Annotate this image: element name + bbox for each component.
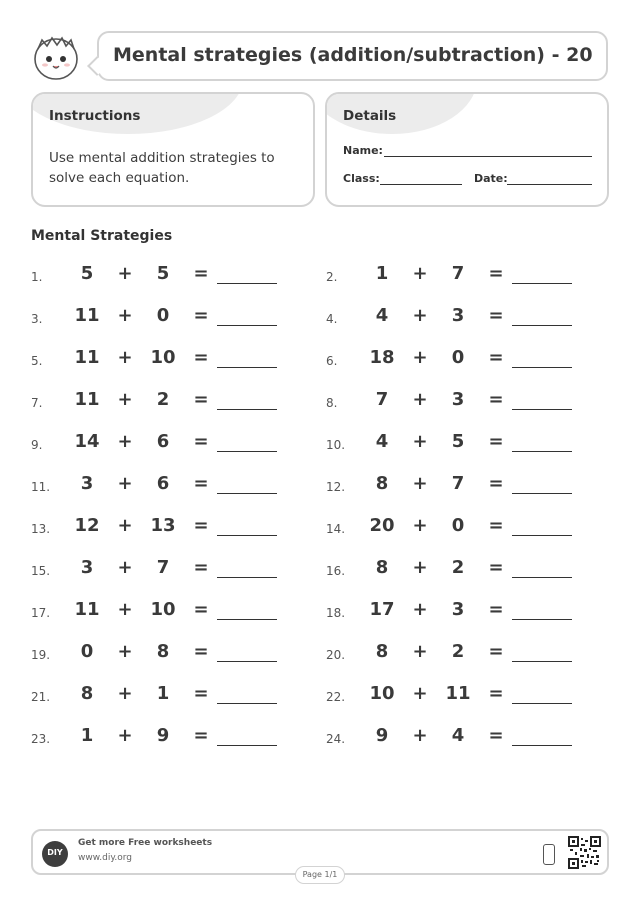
operator: + (412, 305, 428, 326)
equals-sign: = (488, 347, 504, 368)
problem-number: 4. (326, 312, 338, 326)
operator: + (412, 641, 428, 662)
operand-a: 11 (74, 389, 100, 410)
problem-number: 13. (31, 522, 51, 536)
qr-code-icon[interactable] (568, 836, 601, 869)
equals-sign: = (488, 431, 504, 452)
equals-sign: = (488, 599, 504, 620)
problem-number: 3. (31, 312, 43, 326)
operand-a: 4 (375, 431, 389, 452)
operand-b: 10 (150, 599, 176, 620)
operand-a: 3 (80, 557, 94, 578)
operand-b: 13 (150, 515, 176, 536)
instructions-text: Use mental addition strategies to solve each equation. (49, 150, 275, 186)
operator: + (117, 305, 133, 326)
equals-sign: = (488, 515, 504, 536)
logo-text: DIY (47, 848, 63, 857)
problem-number: 7. (31, 396, 43, 410)
operator: + (117, 263, 133, 284)
answer-blank[interactable] (512, 325, 572, 326)
operand-a: 11 (74, 599, 100, 620)
problem-number: 10. (326, 438, 346, 452)
equals-sign: = (193, 683, 209, 704)
operand-b: 4 (451, 725, 465, 746)
operator: + (117, 557, 133, 578)
diy-logo[interactable] (42, 841, 68, 867)
equals-sign: = (488, 389, 504, 410)
operator: + (117, 683, 133, 704)
operator: + (117, 599, 133, 620)
instructions-heading: Instructions (49, 108, 141, 124)
equals-sign: = (193, 473, 209, 494)
date-label: Date: (474, 172, 508, 185)
answer-blank[interactable] (217, 409, 277, 410)
operand-b: 0 (451, 347, 465, 368)
instructions-card (31, 92, 315, 207)
equals-sign: = (488, 305, 504, 326)
answer-blank[interactable] (512, 409, 572, 410)
equals-sign: = (488, 725, 504, 746)
operand-b: 11 (445, 683, 471, 704)
operand-b: 0 (451, 515, 465, 536)
equals-sign: = (193, 305, 209, 326)
answer-blank[interactable] (217, 619, 277, 620)
operand-a: 8 (375, 557, 389, 578)
problem-number: 9. (31, 438, 43, 452)
operand-b: 2 (451, 557, 465, 578)
operator: + (117, 473, 133, 494)
answer-blank[interactable] (512, 451, 572, 452)
answer-blank[interactable] (217, 745, 277, 746)
problem-number: 6. (326, 354, 338, 368)
answer-blank[interactable] (217, 283, 277, 284)
problem-number: 1. (31, 270, 43, 284)
operator: + (412, 263, 428, 284)
answer-blank[interactable] (512, 493, 572, 494)
answer-blank[interactable] (217, 367, 277, 368)
operand-a: 1 (375, 263, 389, 284)
operator: + (412, 557, 428, 578)
operand-a: 0 (80, 641, 94, 662)
equals-sign: = (488, 641, 504, 662)
equals-sign: = (488, 683, 504, 704)
operand-a: 1 (80, 725, 94, 746)
answer-blank[interactable] (217, 325, 277, 326)
name-field[interactable] (384, 156, 592, 157)
title-banner (97, 31, 608, 81)
answer-blank[interactable] (217, 577, 277, 578)
answer-blank[interactable] (512, 661, 572, 662)
answer-blank[interactable] (512, 745, 572, 746)
operator: + (117, 515, 133, 536)
problem-number: 20. (326, 648, 346, 662)
operand-b: 3 (451, 389, 465, 410)
operator: + (412, 389, 428, 410)
details-card (325, 92, 609, 207)
operand-a: 18 (369, 347, 395, 368)
equals-sign: = (193, 557, 209, 578)
operand-a: 3 (80, 473, 94, 494)
problem-number: 14. (326, 522, 346, 536)
equals-sign: = (193, 641, 209, 662)
operand-b: 2 (451, 641, 465, 662)
footer-promo-text: Get more Free worksheets (78, 838, 213, 848)
equals-sign: = (193, 725, 209, 746)
operator: + (117, 725, 133, 746)
answer-blank[interactable] (217, 451, 277, 452)
page-indicator: Page 1/1 (295, 866, 345, 884)
equals-sign: = (488, 473, 504, 494)
problem-number: 2. (326, 270, 338, 284)
answer-blank[interactable] (512, 535, 572, 536)
operand-a: 4 (375, 305, 389, 326)
operand-b: 6 (156, 431, 170, 452)
operand-b: 3 (451, 305, 465, 326)
operand-b: 0 (156, 305, 170, 326)
operand-b: 2 (156, 389, 170, 410)
operator: + (412, 473, 428, 494)
operator: + (412, 599, 428, 620)
phone-icon (543, 844, 555, 865)
date-field[interactable] (507, 184, 592, 185)
operand-a: 10 (369, 683, 395, 704)
problem-number: 16. (326, 564, 346, 578)
operand-b: 10 (150, 347, 176, 368)
answer-blank[interactable] (512, 283, 572, 284)
problem-number: 5. (31, 354, 43, 368)
operand-a: 5 (80, 263, 94, 284)
equals-sign: = (193, 347, 209, 368)
equals-sign: = (193, 389, 209, 410)
problem-number: 23. (31, 732, 51, 746)
operand-a: 12 (74, 515, 100, 536)
operator: + (412, 431, 428, 452)
equals-sign: = (488, 557, 504, 578)
operator: + (117, 389, 133, 410)
problem-number: 22. (326, 690, 346, 704)
operand-b: 7 (156, 557, 170, 578)
operand-a: 7 (375, 389, 389, 410)
problem-number: 17. (31, 606, 51, 620)
class-field[interactable] (380, 184, 462, 185)
details-heading: Details (343, 108, 397, 124)
equals-sign: = (193, 515, 209, 536)
operand-a: 9 (375, 725, 389, 746)
problem-number: 19. (31, 648, 51, 662)
equals-sign: = (193, 599, 209, 620)
answer-blank[interactable] (512, 703, 572, 704)
answer-blank[interactable] (217, 661, 277, 662)
answer-blank[interactable] (217, 493, 277, 494)
operand-a: 17 (369, 599, 395, 620)
operand-a: 11 (74, 305, 100, 326)
problem-number: 15. (31, 564, 51, 578)
operator: + (412, 725, 428, 746)
problem-number: 21. (31, 690, 51, 704)
operator: + (117, 641, 133, 662)
operator: + (117, 431, 133, 452)
problem-number: 8. (326, 396, 338, 410)
operand-a: 8 (80, 683, 94, 704)
operator: + (412, 515, 428, 536)
owl-mascot-icon (28, 32, 84, 82)
operand-a: 11 (74, 347, 100, 368)
problem-number: 11. (31, 480, 51, 494)
equals-sign: = (193, 263, 209, 284)
operand-b: 9 (156, 725, 170, 746)
operand-a: 8 (375, 473, 389, 494)
operand-b: 5 (156, 263, 170, 284)
operand-a: 14 (74, 431, 100, 452)
name-label: Name: (343, 144, 383, 157)
problem-number: 24. (326, 732, 346, 746)
operator: + (117, 347, 133, 368)
answer-blank[interactable] (217, 703, 277, 704)
answer-blank[interactable] (512, 577, 572, 578)
operator: + (412, 347, 428, 368)
class-label: Class: (343, 172, 380, 185)
answer-blank[interactable] (217, 535, 277, 536)
problem-number: 18. (326, 606, 346, 620)
footer-website-link[interactable]: www.diy.org (78, 853, 132, 863)
operator: + (412, 683, 428, 704)
operand-b: 6 (156, 473, 170, 494)
equals-sign: = (193, 431, 209, 452)
operand-a: 20 (369, 515, 395, 536)
problem-number: 12. (326, 480, 346, 494)
operand-b: 3 (451, 599, 465, 620)
section-title: Mental Strategies (31, 228, 173, 244)
operand-b: 7 (451, 263, 465, 284)
operand-b: 5 (451, 431, 465, 452)
page-title: Mental strategies (addition/subtraction) - 20 (113, 44, 593, 66)
operand-b: 1 (156, 683, 170, 704)
answer-blank[interactable] (512, 619, 572, 620)
operand-a: 8 (375, 641, 389, 662)
operand-b: 7 (451, 473, 465, 494)
equals-sign: = (488, 263, 504, 284)
answer-blank[interactable] (512, 367, 572, 368)
operand-b: 8 (156, 641, 170, 662)
